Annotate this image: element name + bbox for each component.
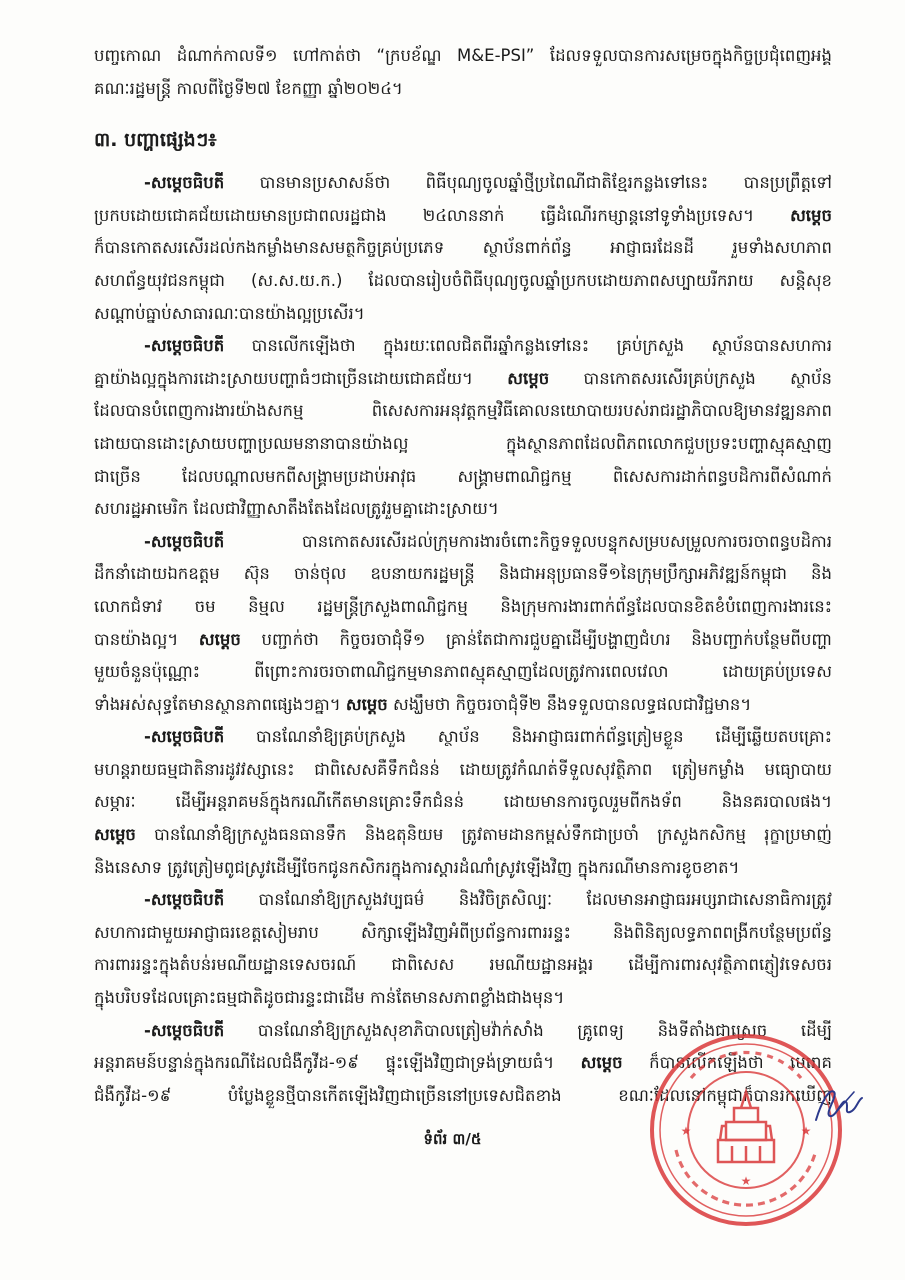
intro-line: បញ្ចកោណ ដំណាក់កាលទី១ ហៅកាត់ថា “ក្របខ័ណ្ឌ M&E-PSI” ដែលទទួលបានការសម្រេចក្នុងកិច្ចប្រជុំពេញអង្គ [94, 46, 832, 65]
paragraph-line: លោកជំទាវ ចម និម្មល រដ្ឋមន្ត្រីក្រសួងពាណិជ្ជកម្ម និងក្រុមការងារពាក់ព័ន្ធដែលបានខិតខំបំពេញការងារនេះ [94, 596, 832, 616]
paragraph-first-line [94, 884, 832, 917]
document-body [94, 40, 832, 1112]
paragraph-lead: -សម្ដេចធិបតី [144, 890, 225, 910]
emphasis-title: សម្ដេច [507, 368, 550, 388]
emphasis-title: សម្ដេច [580, 1053, 623, 1073]
paragraph-line: បានយ៉ាងល្អ។ សម្ដេច បញ្ជាក់ថា កិច្ចចរចាជុំទី១ គ្រាន់តែជាការជួបគ្នាដើម្បីបង្ហាញជំហរ និងបញ្ជាក់បន្ថែមពីបញ្ហា [94, 629, 832, 649]
paragraph-line: ដោយបានដោះស្រាយបញ្ហាប្រឈមនានាបានយ៉ាងល្អ ក្នុងស្ថានភាពដែលពិភពលោកជួបប្រទះបញ្ហាស្មុគស្មាញ [94, 433, 832, 453]
emphasis-title: សម្ដេច [790, 205, 832, 225]
paragraph-line: ជំងឺកូវីដ-១៩ បំប្លែងខ្លួនថ្មីបានកើតឡើងវិញជាច្រើននៅប្រទេសជិតខាង ខណៈដែលនៅកម្ពុជាក៏បានរកឃើញ [94, 1085, 832, 1105]
paragraph-first-text: បានកោតសរសើរដល់ក្រុមការងារចំពោះកិច្ចទទួលបន្ទុកសម្របសម្រួលការចរចាពន្ធបដិការ [224, 531, 832, 551]
paragraph-first-text: បានមានប្រសាសន៍ថា ពិធីបុណ្យចូលឆ្នាំថ្មីប្រពៃណីជាតិខ្មែរកន្លងទៅនេះ បានប្រព្រឹត្តទៅ [224, 173, 832, 193]
paragraph [94, 330, 832, 526]
emphasis-title: សម្ដេច [345, 694, 388, 714]
emphasis-title: សម្ដេច [94, 825, 136, 845]
paragraph-lead: -សម្ដេចធិបតី [144, 173, 225, 193]
signature-icon [808, 1080, 868, 1130]
paragraph-line: មួយចំនួនប៉ុណ្ណោះ ពីព្រោះការចរចាពាណិជ្ជកម្មមានភាពស្មុគស្មាញដែលត្រូវការពេលវេលា ដោយគ្រប់ប្រទេស [94, 662, 832, 682]
section-heading: ៣. បញ្ហាផ្សេងៗ៖ [94, 129, 217, 152]
paragraph-line: ក៏បានកោតសរសើរដល់កងកម្លាំងមានសមត្ថកិច្ចគ្រប់ប្រភេទ ស្ថាប័នពាក់ព័ន្ធ អាជ្ញាធរដែនដី រួមទាំងសហភាព [94, 238, 832, 258]
svg-text:★: ★ [680, 1124, 692, 1138]
paragraph [94, 884, 832, 1014]
paragraph-lead: -សម្ដេចធិបតី [144, 531, 225, 551]
paragraph-first-line [94, 526, 832, 559]
paragraph-lead: -សម្ដេចធិបតី [144, 336, 225, 356]
paragraph-first-text: បានលើកឡើងថា ក្នុងរយៈពេលជិតពីរឆ្នាំកន្លងទៅនេះ គ្រប់ក្រសួង ស្ថាប័នបានសហការ [224, 336, 832, 356]
paragraph [94, 721, 832, 884]
paragraph-line: សហការជាមួយអាជ្ញាធរខេត្តសៀមរាប សិក្សាឡើងវិញអំពីប្រព័ន្ធការពាររន្ទះ និងពិនិត្យលទ្ធភាពពង្រីកបន្ថែមប្រព័ន្ធ [94, 922, 832, 942]
paragraph-line: គ្នាយ៉ាងល្អក្នុងការដោះស្រាយបញ្ហាធំៗជាច្រើនដោយជោគជ័យ។ សម្ដេច បានកោតសរសើរគ្រប់ក្រសួង ស្ថាប័ន [94, 368, 832, 388]
paragraph-line: សណ្ដាប់ធ្នាប់សាធារណៈបានយ៉ាងល្អប្រសើរ។ [94, 303, 365, 323]
paragraph-first-text: បានណែនាំឱ្យក្រសួងវប្បធម៌ និងវិចិត្រសិល្បៈ ដែលមានអាជ្ញាធរអប្សរាជាសេនាធិការត្រូវ [224, 890, 832, 910]
paragraph [94, 167, 832, 330]
paragraph [94, 526, 832, 722]
paragraph-line: ក្នុងបរិបទដែលគ្រោះធម្មជាតិដូចជារន្ទះជាដើម កាន់តែមានសភាពខ្លាំងជាងមុន។ [94, 988, 565, 1008]
paragraph-line: ការពាររន្ទះក្នុងតំបន់រមណីយដ្ឋានទេសចរណ៍ ជាពិសេស រមណីយដ្ឋានអង្គរ ដើម្បីការពារសុវត្ថិភាពភ្ញៀវទេសចរ [94, 955, 832, 975]
paragraph-line: សម្ដេច បានណែនាំឱ្យក្រសួងធនធានទឹក និងឧតុនិយម ត្រូវតាមដានកម្ពស់ទឹកជាប្រចាំ ក្រសួងកសិកម្ម រុក្ខាប្រមាញ់ [94, 825, 832, 845]
paragraph-line: អន្តរាគមន៍បន្ទាន់ក្នុងករណីដែលជំងឺកូវីដ-១៩ ផ្ទុះឡើងវិញជាទ្រង់ទ្រាយធំ។ សម្ដេច ក៏បានលើកឡើងថា មេរោគ [94, 1053, 832, 1073]
paragraph-line: សហព័ន្ធយុវជនកម្ពុជា (ស.ស.យ.ក.) ដែលបានរៀបចំពិធីបុណ្យចូលឆ្នាំប្រកបដោយភាពសប្បាយរីករាយ សន្តិសុខ [94, 270, 832, 290]
emphasis-title: សម្ដេច [198, 629, 241, 649]
paragraph-lead: -សម្ដេចធិបតី [144, 1020, 225, 1040]
svg-text:★: ★ [800, 1124, 812, 1138]
intro-line: គណៈរដ្ឋមន្ត្រី កាលពីថ្ងៃទី២៧ ខែកញ្ញា ឆ្នាំ២០២៤។ [94, 78, 403, 98]
page-number: ទំព័រ ៣/៥ [423, 1130, 482, 1148]
paragraph-line: ជាច្រើន ដែលបណ្ដាលមកពីសង្គ្រាមប្រដាប់អាវុធ សង្គ្រាមពាណិជ្ជកម្ម ពិសេសការដាក់ពន្ធបដិការពីសំណាក់ [94, 466, 832, 486]
paragraph-line: ដែលបានបំពេញការងារយ៉ាងសកម្ម ពិសេសការអនុវត្តកម្មវិធីគោលនយោបាយរបស់រាជរដ្ឋាភិបាលឱ្យមានវឌ្ឍនភាព [94, 401, 832, 421]
svg-text:★: ★ [740, 1174, 752, 1188]
paragraph-line: និងនេសាទ ត្រូវត្រៀមពូជស្រូវដើម្បីចែកជូនកសិករក្នុងការស្ដារដំណាំស្រូវឡើងវិញ ក្នុងករណីមានការខូចខាត។ [94, 857, 740, 877]
paragraph-line: មហន្តរាយធម្មជាតិនារដូវវស្សានេះ ជាពិសេសគឺទឹកជំនន់ ដោយត្រូវកំណត់ទីទួលសុវត្ថិភាព ត្រៀមកម្លាំង មធ្យោបាយ [94, 759, 832, 779]
paragraph-line: សហរដ្ឋអាមេរិក ដែលជាវិញ្ញាសាតឹងតែងដែលត្រូវរួមគ្នាដោះស្រាយ។ [94, 499, 499, 519]
paragraph-first-line [94, 330, 832, 363]
paragraph-line: ដឹកនាំដោយឯកឧត្តម ស៊ុន ចាន់ថុល ឧបនាយករដ្ឋមន្ត្រី និងជាអនុប្រធានទី១នៃក្រុមប្រឹក្សាអភិវឌ្ឍន៍កម្ពុជា និង [94, 564, 832, 584]
paragraph-line: សម្ភារៈ ដើម្បីអន្តរាគមន៍ក្នុងករណីកើតមានគ្រោះទឹកជំនន់ ដោយមានការចូលរួមពីកងទ័ព និងនគរបាលផង។ [94, 792, 832, 812]
paragraph-first-line [94, 721, 832, 754]
paragraph-first-line [94, 167, 832, 200]
paragraph-line: ទាំងអស់សុទ្ធតែមានស្ថានភាពផ្សេងៗគ្នា។ សម្ដេច សង្ឃឹមថា កិច្ចចរចាជុំទី២ នឹងទទួលបានលទ្ធផលជាវិជ្ជមាន។ [94, 694, 752, 714]
paragraph-first-text: បានណែនាំឱ្យក្រសួងសុខាភិបាលត្រៀមវ៉ាក់សាំង គ្រូពេទ្យ និងទីតាំងជាស្រេច ដើម្បី [224, 1020, 832, 1040]
official-seal-icon [646, 1030, 846, 1230]
paragraph-line: ប្រកបដោយជោគជ័យដោយមានប្រជាពលរដ្ឋជាង ២៤លាននាក់ ធ្វើដំណើរកម្សាន្តនៅទូទាំងប្រទេស។ សម្ដេច [94, 205, 832, 225]
paragraph-first-text: បានណែនាំឱ្យគ្រប់ក្រសួង ស្ថាប័ន និងអាជ្ញាធរពាក់ព័ន្ធត្រៀមខ្លួន ដើម្បីឆ្លើយតបគ្រោះ [224, 727, 832, 747]
paragraph-lead: -សម្ដេចធិបតី [144, 727, 225, 747]
